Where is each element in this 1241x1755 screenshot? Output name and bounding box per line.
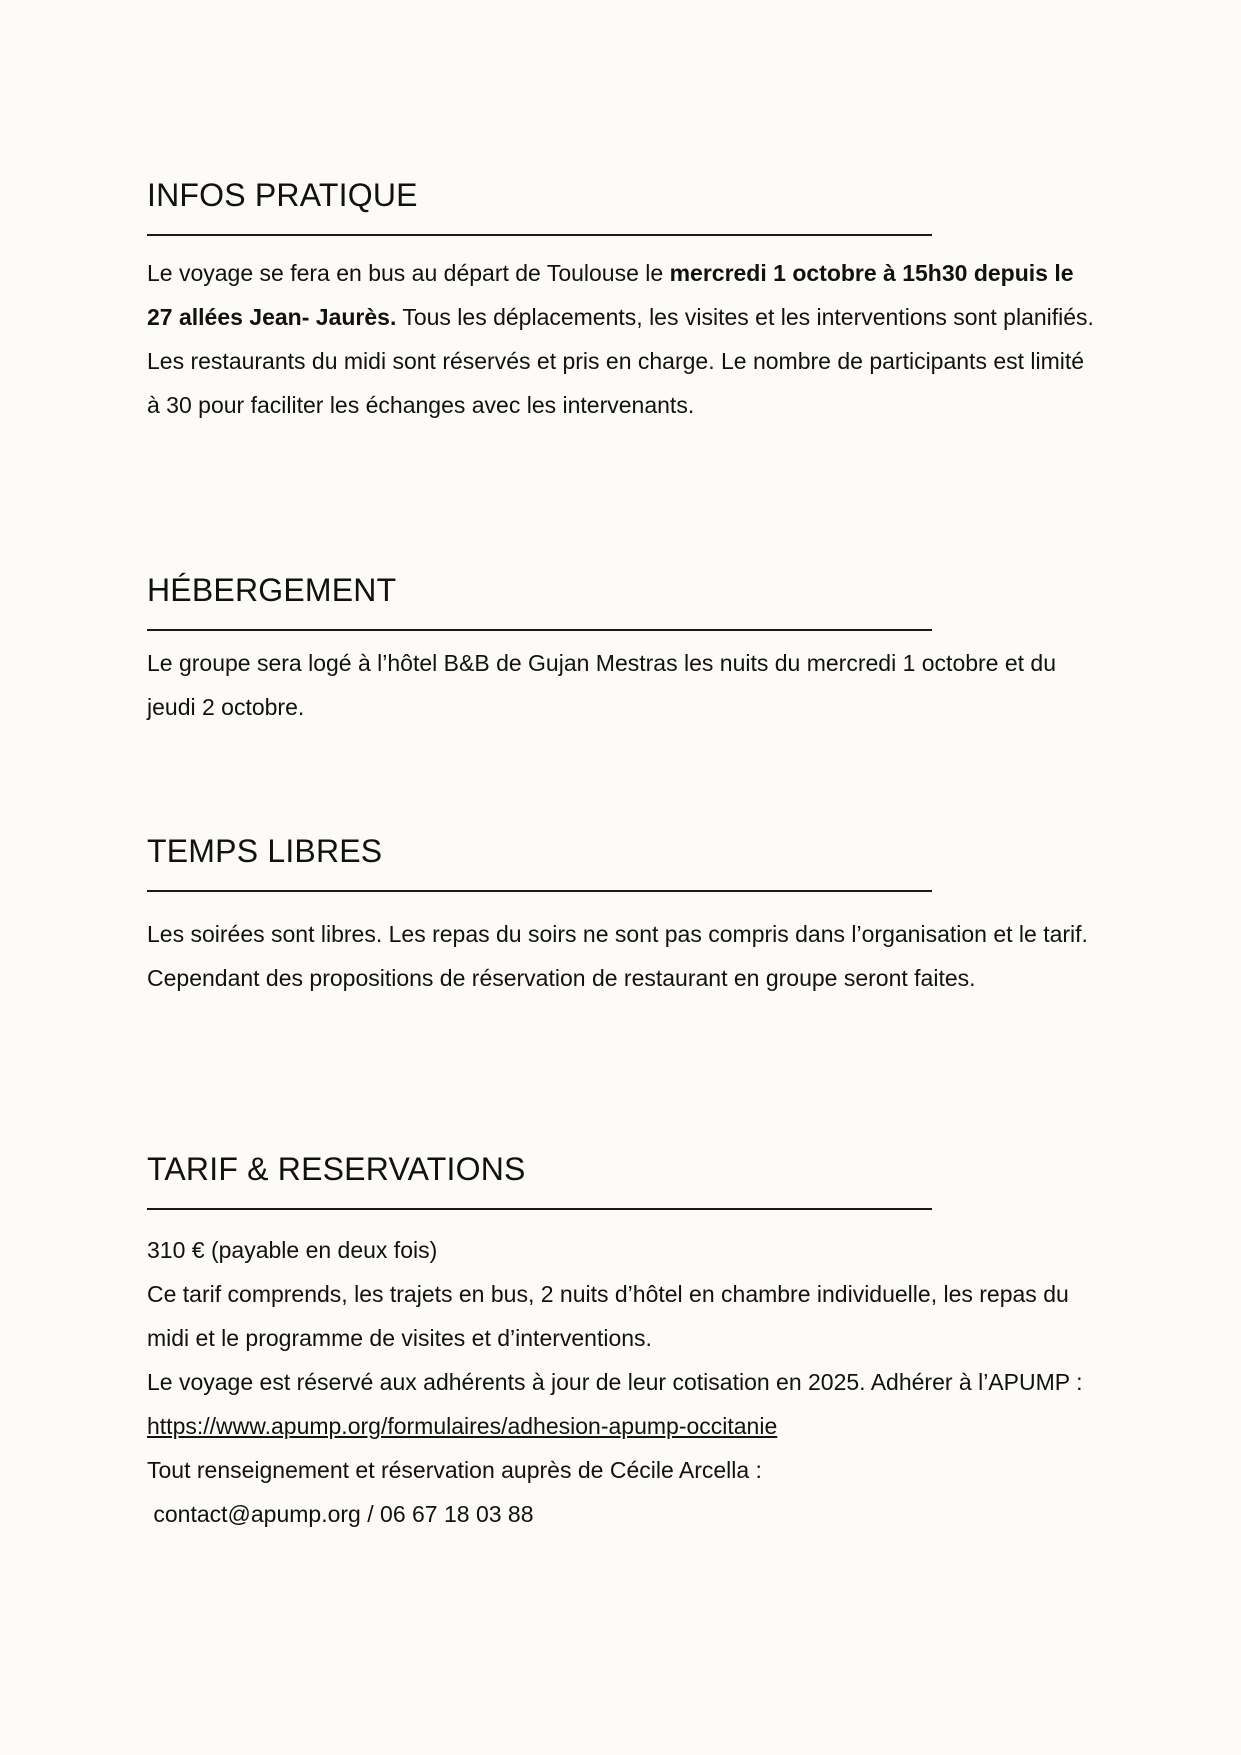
hebergement-paragraph: Le groupe sera logé à l’hôtel B&B de Gujan Mestras les nuits du mercredi 1 octobre et du jeudi 2 octobre. [147, 650, 1057, 720]
section-title: INFOS PRATIQUE [147, 177, 418, 213]
section-hebergement [147, 570, 1097, 729]
membership-text: Le voyage est réservé aux adhérents à jour de leur cotisation en 2025. Adhérer à l’APUMP : [147, 1369, 1083, 1395]
temps-libres-paragraph: Les soirées sont libres. Les repas du soirs ne sont pas compris dans l’organisation et le tarif. Cependant des propositions de réservation de restaurant en groupe seront faites. [147, 921, 1088, 991]
section-tarif-reservations [147, 1149, 1097, 1536]
section-divider [147, 1208, 932, 1210]
section-infos-pratique [147, 175, 1097, 427]
section-title: TARIF & RESERVATIONS [147, 1151, 526, 1187]
section-temps-libres [147, 831, 1097, 1000]
price-line: 310 € (payable en deux fois) [147, 1237, 438, 1263]
section-title: HÉBERGEMENT [147, 572, 397, 608]
section-divider [147, 629, 932, 631]
infos-paragraph [147, 251, 1097, 427]
section-divider [147, 890, 932, 892]
section-title: TEMPS LIBRES [147, 833, 383, 869]
membership-link[interactable]: https://www.apump.org/formulaires/adhesion-apump-occitanie [147, 1413, 778, 1439]
infos-text-start: Le voyage se fera en bus au départ de Toulouse le [147, 260, 670, 286]
contact-details: contact@apump.org / 06 67 18 03 88 [147, 1501, 534, 1527]
infos-text-end: Tous les déplacements, les visites et les interventions sont planifiés. Les restaurants du midi sont réservés et pris en charge. Le nombre de participants est limité à 30 pour faciliter les échanges avec les intervenants. [147, 304, 1094, 418]
departure-details: mercredi 1 octobre à 15h30 depuis le 27 allées Jean- Jaurès. [147, 260, 1074, 330]
membership-line [147, 1360, 1097, 1448]
tarif-paragraph [147, 1228, 1097, 1536]
tarif-includes: Ce tarif comprends, les trajets en bus, 2 nuits d’hôtel en chambre individuelle, les repas du midi et le programme de visites et d’interventions. [147, 1281, 1069, 1351]
section-divider [147, 234, 932, 236]
contact-intro: Tout renseignement et réservation auprès de Cécile Arcella : [147, 1457, 762, 1483]
